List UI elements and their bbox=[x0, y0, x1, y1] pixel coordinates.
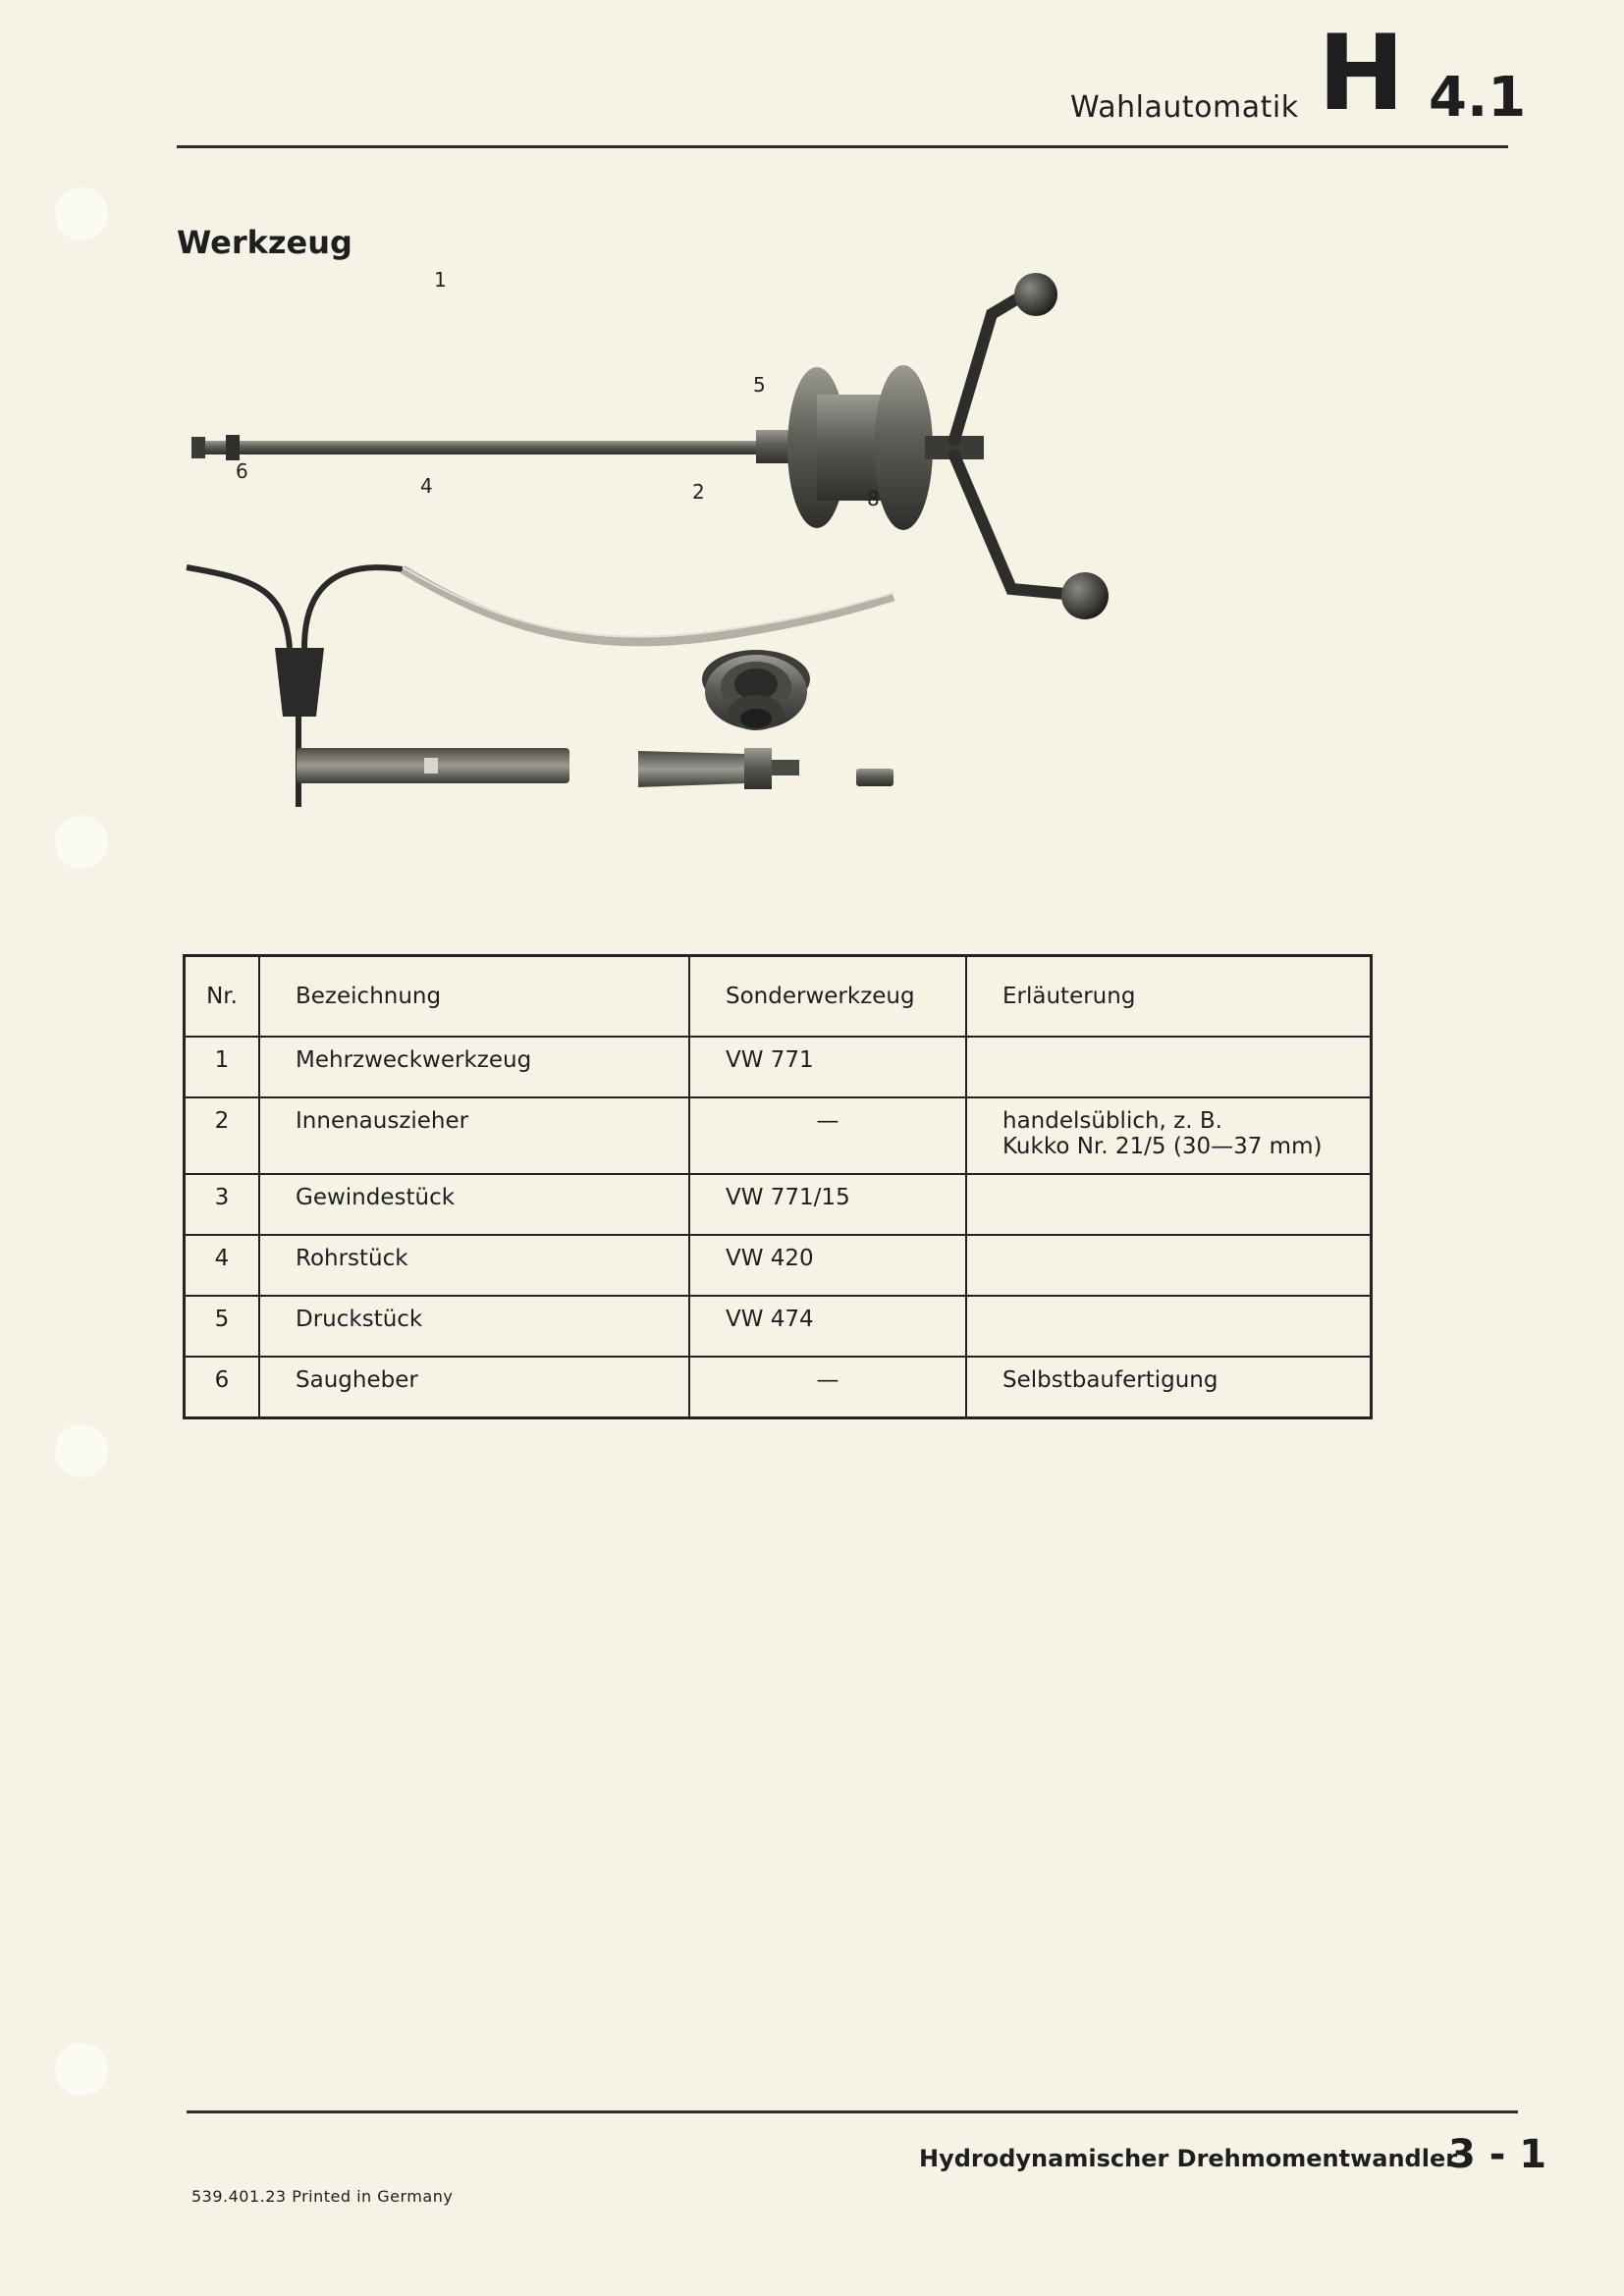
cell-name: Gewindestück bbox=[259, 1174, 689, 1235]
cell-note bbox=[966, 1097, 1372, 1174]
cell-nr: 2 bbox=[185, 1097, 260, 1174]
cell-tool: — bbox=[689, 1357, 966, 1418]
table-row bbox=[185, 1235, 1372, 1296]
footer-title: Hydrodynamischer Drehmomentwandler bbox=[919, 2145, 1458, 2172]
tools-photo bbox=[147, 255, 1453, 844]
note-line: handelsüblich, z. B. bbox=[1002, 1108, 1222, 1134]
cell-name: Rohrstück bbox=[259, 1235, 689, 1296]
cell-name: Mehrzweckwerkzeug bbox=[259, 1037, 689, 1097]
cell-note bbox=[966, 1037, 1372, 1097]
table-row bbox=[185, 1357, 1372, 1418]
note-line: Kukko Nr. 21/5 (30—37 mm) bbox=[1002, 1134, 1323, 1160]
cell-note bbox=[966, 1357, 1372, 1418]
punch-hole bbox=[54, 2042, 109, 2097]
cell-nr: 1 bbox=[185, 1037, 260, 1097]
cell-tool: VW 420 bbox=[689, 1235, 966, 1296]
section-title: Wahlautomatik bbox=[1070, 90, 1299, 125]
note-line: Selbstbaufertigung bbox=[1002, 1367, 1218, 1393]
cell-tool: VW 474 bbox=[689, 1296, 966, 1357]
punch-hole bbox=[54, 1423, 109, 1478]
col-header-nr: Nr. bbox=[185, 956, 260, 1038]
cell-name: Druckstück bbox=[259, 1296, 689, 1357]
page-heading: Werkzeug bbox=[177, 224, 352, 261]
callout-label: 6 bbox=[236, 459, 248, 483]
tool-1-slide-hammer bbox=[191, 273, 1109, 619]
cell-note bbox=[966, 1235, 1372, 1296]
callout-label: 2 bbox=[692, 480, 705, 504]
cell-note bbox=[966, 1296, 1372, 1357]
cell-name: Innenauszieher bbox=[259, 1097, 689, 1174]
col-header-bezeichnung: Bezeichnung bbox=[259, 956, 689, 1038]
table-row bbox=[185, 1296, 1372, 1357]
page-number: 3 - 1 bbox=[1448, 2132, 1547, 2177]
chapter-number: 4.1 bbox=[1429, 66, 1527, 130]
cell-nr: 5 bbox=[185, 1296, 260, 1357]
table-row bbox=[185, 1174, 1372, 1235]
tool-5-pressure-piece bbox=[702, 650, 810, 730]
cell-nr: 6 bbox=[185, 1357, 260, 1418]
cell-tool: — bbox=[689, 1097, 966, 1174]
cell-tool: VW 771/15 bbox=[689, 1174, 966, 1235]
cell-tool: VW 771 bbox=[689, 1037, 966, 1097]
cell-name: Saugheber bbox=[259, 1357, 689, 1418]
punch-hole bbox=[54, 187, 109, 241]
cell-nr: 4 bbox=[185, 1235, 260, 1296]
callout-label: 5 bbox=[753, 373, 766, 397]
table-row bbox=[185, 1097, 1372, 1174]
tools-table bbox=[183, 954, 1373, 1419]
callout-label: 4 bbox=[420, 474, 433, 498]
print-code: 539.401.23 Printed in Germany bbox=[191, 2187, 454, 2206]
col-header-erlaeuterung: Erläuterung bbox=[966, 956, 1372, 1038]
cell-nr: 3 bbox=[185, 1174, 260, 1235]
tool-8-small-piece bbox=[856, 769, 893, 786]
tool-2-internal-puller bbox=[638, 748, 799, 789]
tool-4-tube bbox=[297, 748, 569, 783]
footer-rule bbox=[187, 2110, 1518, 2113]
callout-label: 1 bbox=[434, 268, 447, 292]
table-row bbox=[185, 1037, 1372, 1097]
col-header-sonderwerkzeug: Sonderwerkzeug bbox=[689, 956, 966, 1038]
chapter-letter: H bbox=[1318, 13, 1405, 133]
punch-hole bbox=[54, 815, 109, 870]
header-rule bbox=[177, 145, 1508, 148]
callout-label: 8 bbox=[867, 487, 880, 510]
table-header-row bbox=[185, 956, 1372, 1038]
cell-note bbox=[966, 1174, 1372, 1235]
